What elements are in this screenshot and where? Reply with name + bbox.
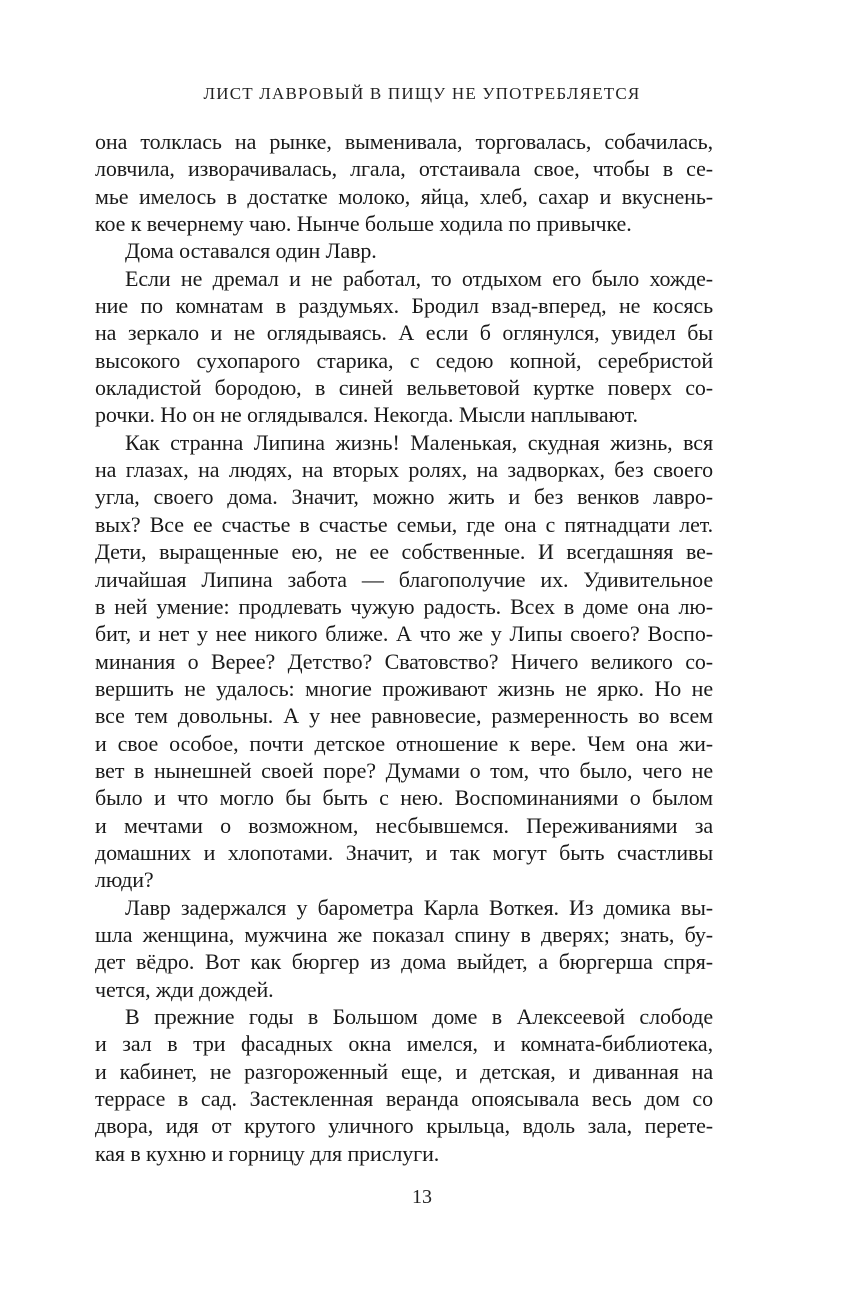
text-line: и мечтами о возможном, несбывшемся. Переживаниями за [95,812,713,838]
text-line: высокого сухопарого старика, с седою копной, серебристой [95,347,713,373]
text-line: на глазах, на людях, на вторых ролях, на задворках, без своего [95,457,713,483]
text-line: Как странна Липина жизнь! Маленькая, скудная жизнь, вся [125,429,713,455]
body-text [95,128,713,1167]
text-line: мье имелось в достатке молоко, яйца, хлеб, сахар и вкуснень- [95,183,713,209]
text-line: и кабинет, не разгороженный еще, и детская, и диванная на [95,1058,713,1084]
text-line: кое к вечернему чаю. Нынче больше ходила по привычке. [95,211,632,237]
text-line: все тем довольны. А у нее равновесие, размеренность во всем [95,703,713,729]
text-line: угла, своего дома. Значит, можно жить и без венков лавро- [95,484,713,510]
text-line: ловчила, изворачивалась, лгала, отстаивала свое, чтобы в се- [95,156,713,182]
text-line: вых? Все ее счастье в счастье семьи, где она с пятнадцати лет. [95,511,713,537]
page-number: 13 [412,1186,432,1208]
text-line: она толклась на рынке, выменивала, торговалась, собачилась, [95,129,713,154]
text-line: люди? [95,867,154,893]
text-line: дет вёдро. Вот как бюргер из дома выйдет, а бюргерша спря- [95,949,713,975]
text-line: бит, и нет у нее никого ближе. А что же у Липы своего? Воспо- [95,621,713,647]
paragraph [95,128,713,237]
text-line: вершить не удалось: многие проживают жизнь не ярко. Но не [95,675,713,701]
text-line: террасе в сад. Застекленная веранда опоясывала весь дом со [95,1086,713,1112]
text-line: двора, идя от крутого уличного крыльца, вдоль зала, перете- [95,1113,713,1139]
text-line: рочки. Но он не оглядывался. Некогда. Мысли наплывают. [95,402,638,428]
text-line: Дома оставался один Лавр. [125,238,377,264]
running-head: ЛИСТ ЛАВРОВЫЙ В ПИЩУ НЕ УПОТРЕБЛЯЕТСЯ [203,84,641,103]
text-line: Если не дремал и не работал, то отдыхом его было хожде- [125,265,713,291]
text-line: Дети, выращенные ею, не ее собственные. И всегдашняя ве- [95,539,713,565]
text-line: было и что могло бы быть с нею. Воспоминаниями о былом [95,785,713,811]
text-line: шла женщина, мужчина же показал спину в дверях; знать, бу- [95,921,713,947]
text-line: и зал в три фасадных окна имелся, и комната-библиотека, [95,1031,713,1057]
text-line: домашних и хлопотами. Значит, и так могут быть счастливы [95,839,713,865]
text-line: и свое особое, почти детское отношение к вере. Чем она жи- [95,730,713,756]
text-line: минания о Верее? Детство? Сватовство? Ничего великого со- [95,648,713,674]
paragraph [95,1003,713,1167]
paragraph [95,265,713,429]
text-line: в ней умение: продлевать чужую радость. Всех в доме она лю- [95,593,713,619]
text-line: В прежние годы в Большом доме в Алексеевой слободе [125,1004,713,1029]
paragraph [95,429,713,894]
text-line: ние по комнатам в раздумьях. Бродил взад-вперед, не косясь [95,293,713,319]
text-line: вет в нынешней своей поре? Думами о том, что было, чего не [95,757,713,783]
text-line: Лавр задержался у барометра Карла Воткея. Из домика вы- [125,894,713,920]
paragraph [95,237,713,264]
text-line: чется, жди дождей. [95,976,274,1002]
text-line: окладистой бородою, в синей вельветовой куртке поверх со- [95,375,713,401]
text-line: на зеркало и не оглядываясь. А если б оглянулся, увидел бы [95,320,713,346]
text-line: личайшая Липина забота — благополучие их. Удивительное [95,566,713,592]
text-line: кая в кухню и горницу для прислуги. [95,1140,440,1166]
paragraph [95,894,713,1003]
